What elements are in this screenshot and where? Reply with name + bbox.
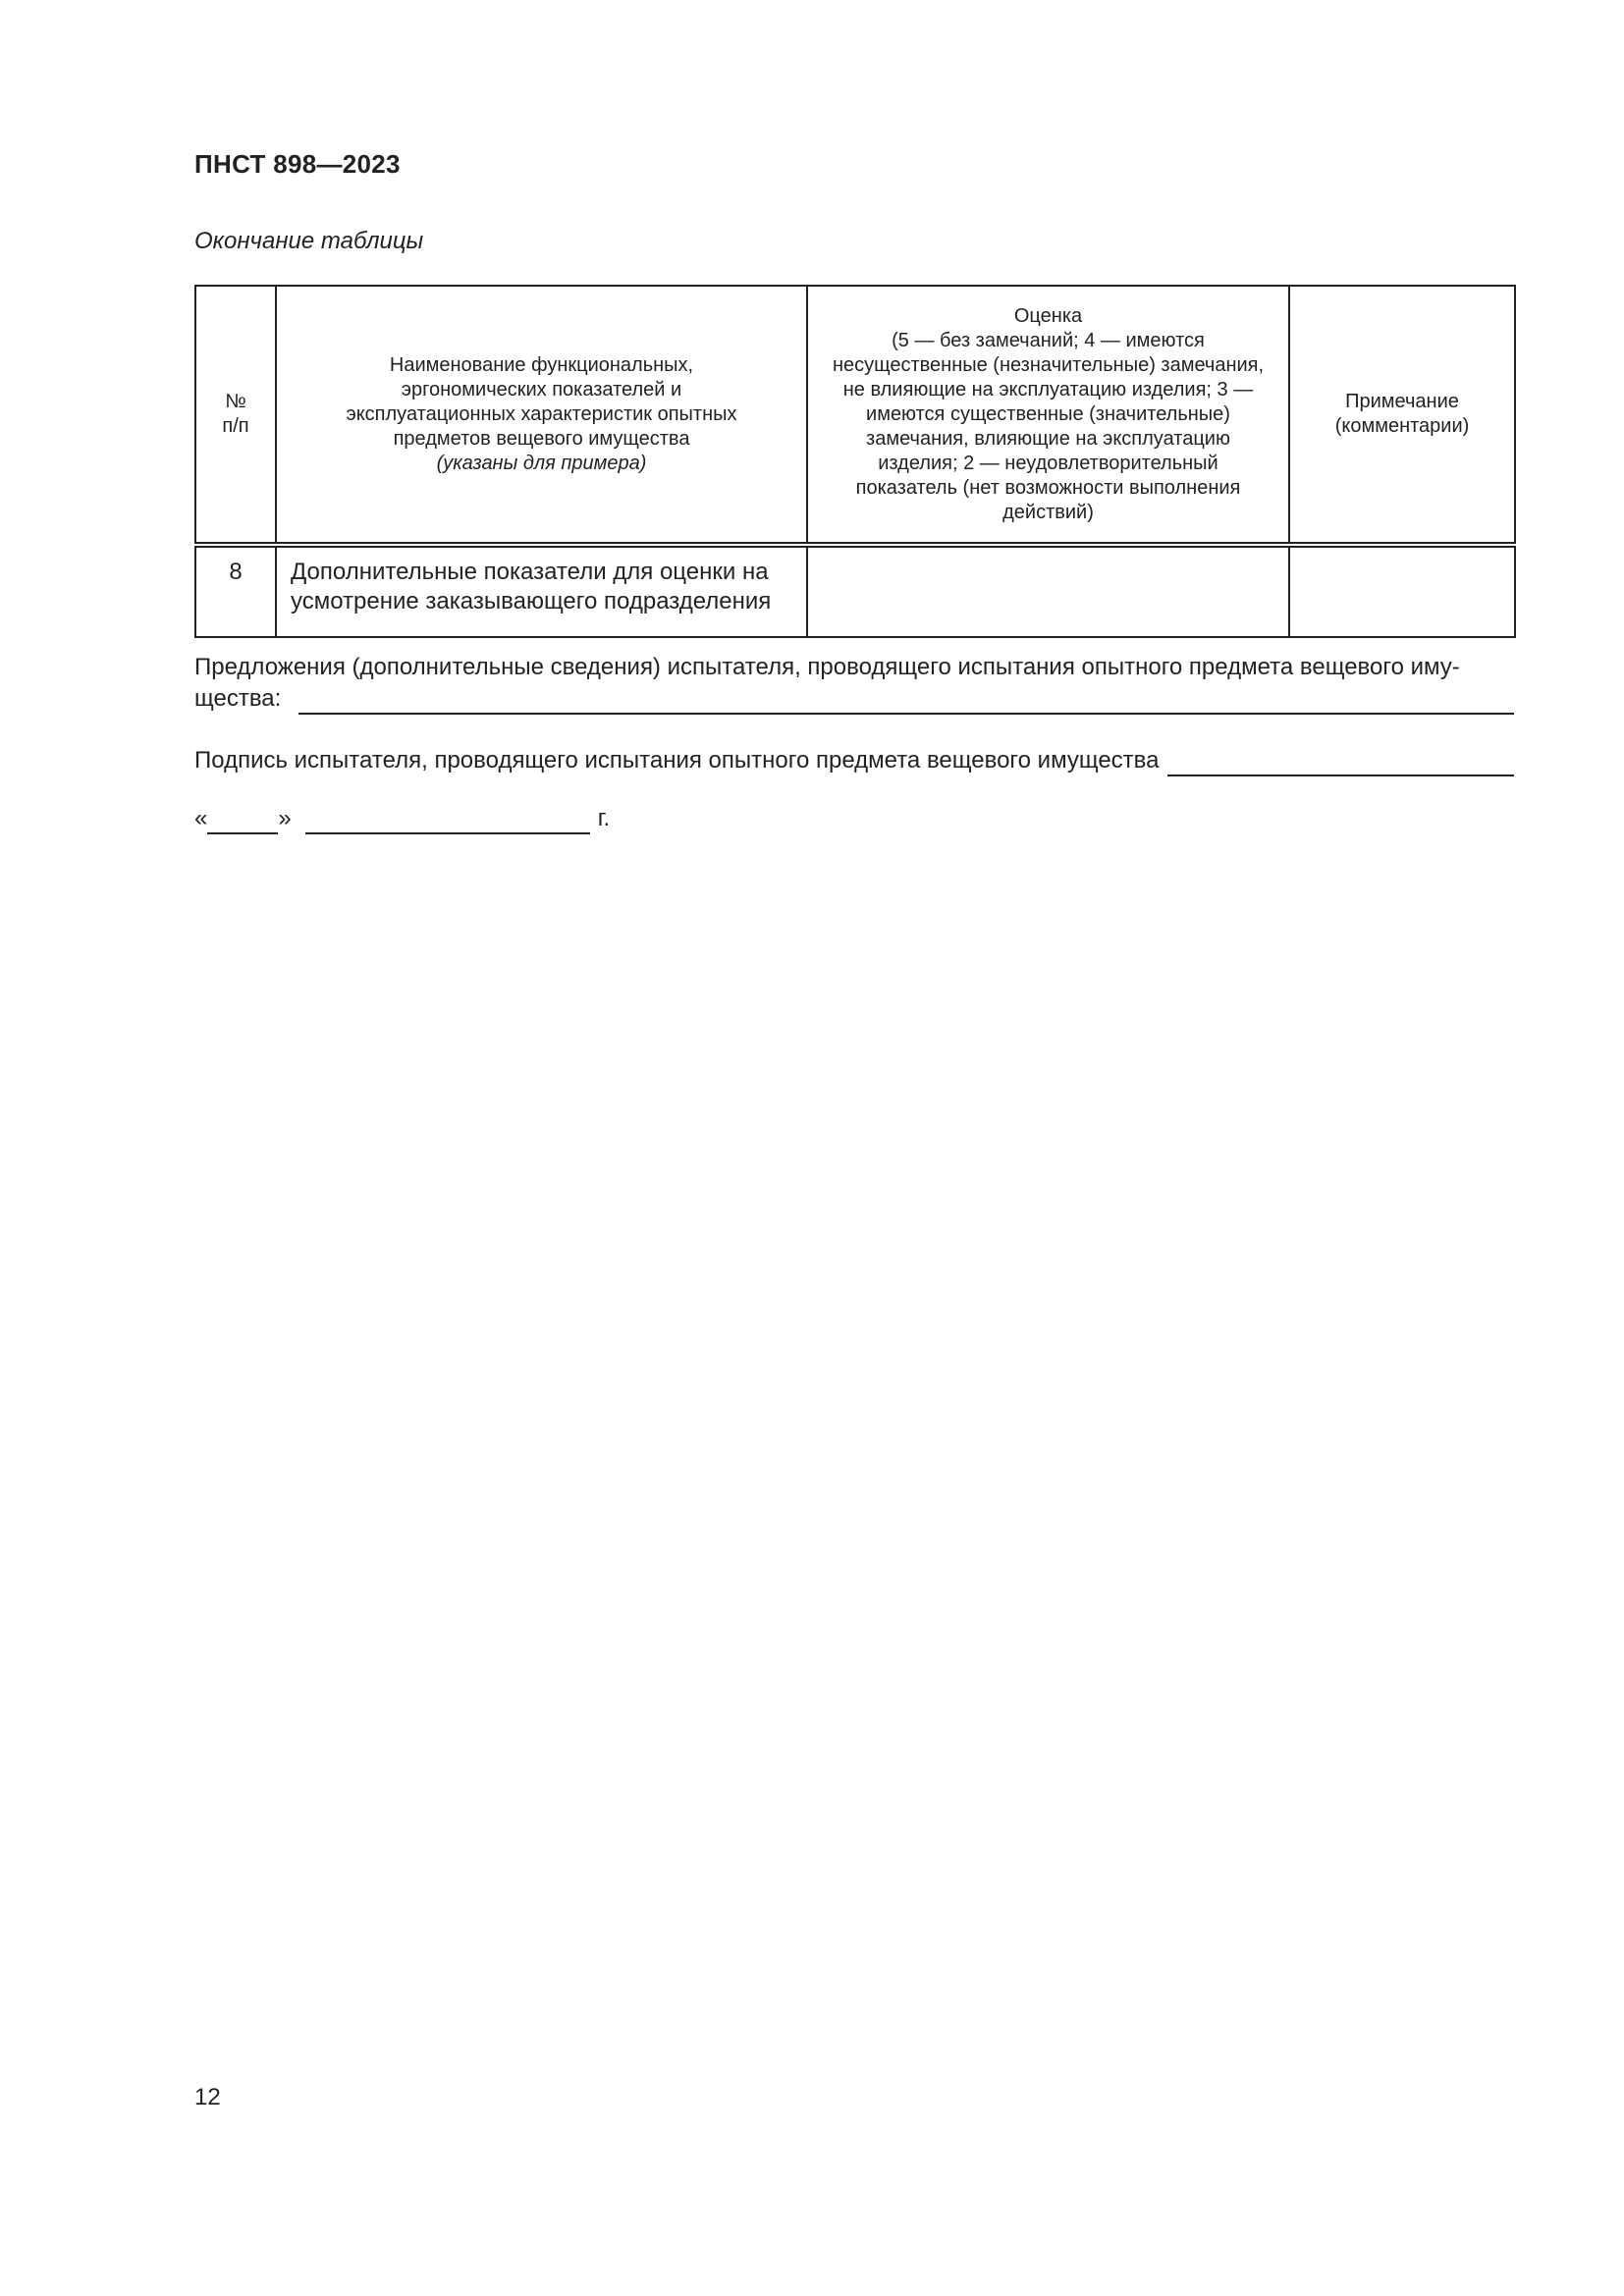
date-day-fill-line[interactable]	[207, 809, 278, 834]
header-num	[195, 286, 276, 545]
row-note[interactable]	[1289, 545, 1515, 637]
header-note	[1289, 286, 1515, 545]
signature-row	[194, 745, 1514, 776]
table-header-row	[195, 286, 1515, 545]
row-num: 8	[195, 545, 276, 637]
proposals-text-continued: щества:	[194, 685, 282, 712]
proposals-fill-line[interactable]	[298, 689, 1514, 715]
header-note-label: Примечание (комментарии)	[1334, 391, 1470, 437]
header-name-label: Наименование функциональных, эргономических показателей и эксплуатационных характеристик опытных предметов вещевого имущества	[346, 353, 737, 450]
row-name: Дополнительные показатели для оценки на усмотрение заказывающего подразделения	[276, 545, 807, 637]
table-caption: Окончание таблицы	[194, 228, 424, 254]
header-name-note: (указаны для примера)	[436, 452, 647, 474]
header-rating-title: Оценка	[1013, 304, 1083, 327]
date-row	[194, 803, 610, 834]
header-rating-desc: (5 — без замечаний; 4 — имеются несущественные (незначительные) замечания, не влияющие на эксплуатацию изделия; 3 — имеются существенные (значительные) замечания, влияющие на эксплуатацию изделия; 2 — неудовлетворительный показатель (нет возможности выполнения действий)	[832, 329, 1265, 523]
row-rating[interactable]	[807, 545, 1289, 637]
evaluation-table	[194, 285, 1516, 638]
signature-fill-line[interactable]	[1167, 751, 1515, 776]
document-code: ПНСТ 898—2023	[194, 149, 401, 179]
date-close-quote: »	[278, 805, 292, 831]
header-num-label: № п/п	[222, 391, 249, 437]
date-year-suffix: г.	[597, 805, 611, 831]
page-number: 12	[194, 2084, 221, 2110]
table-row	[195, 545, 1515, 637]
signature-label: Подпись испытателя, проводящего испытания опытного предмета вещевого имущества	[194, 747, 1160, 774]
header-name	[276, 286, 807, 545]
proposals-text: Предложения (дополнительные сведения) испытателя, проводящего испытания опытного предмета вещевого иму-	[194, 654, 1460, 680]
date-open-quote: «	[194, 805, 208, 831]
proposals-line	[194, 683, 1514, 715]
header-rating	[807, 286, 1289, 545]
date-month-fill-line[interactable]	[305, 809, 590, 834]
